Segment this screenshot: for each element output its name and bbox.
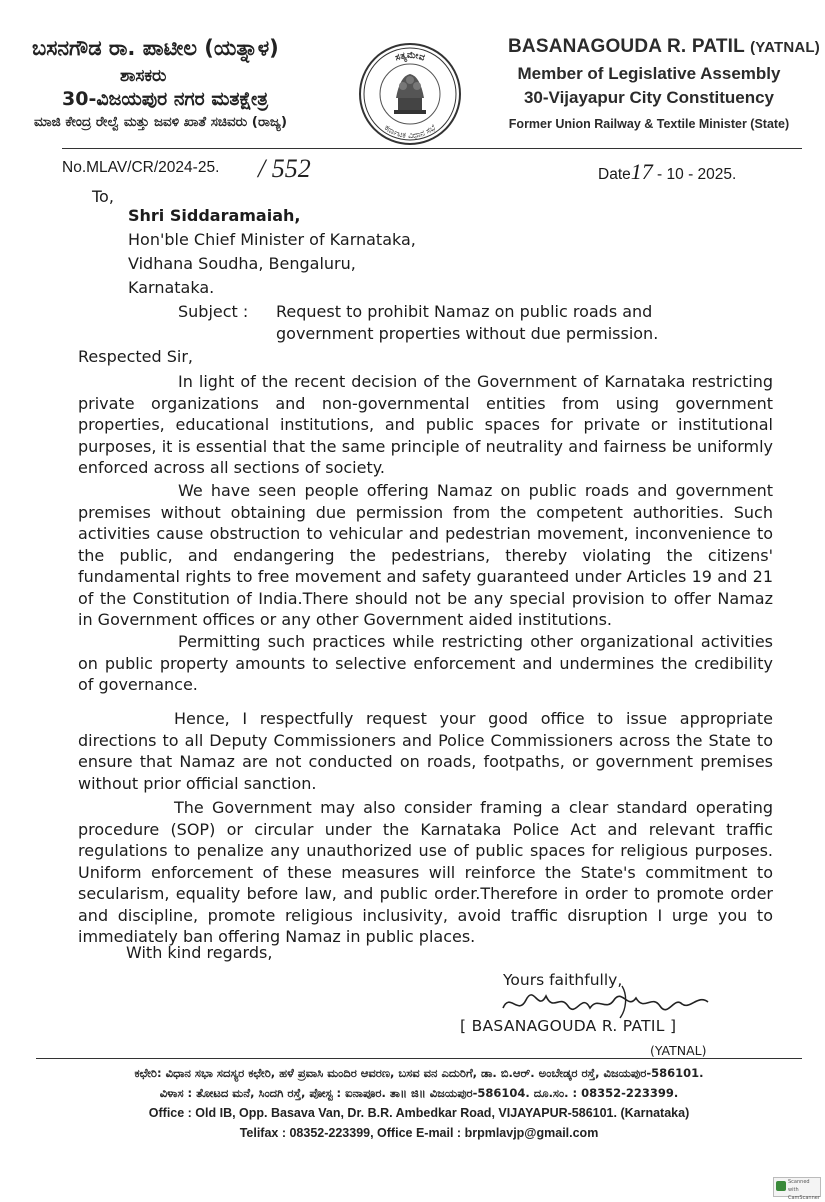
body-paragraph-4 (78, 708, 773, 794)
paragraph-5-text: The Government may also consider framing a clear standard operating procedure (SOP) or circular under the Karnataka Police Act and relevant traffic regulations to penalize any unauthorized use of public spaces for religious purposes. Uniform enforcement of these measures will reinforce the State's commitment to secularism, equality before law, and public order.Therefore in order to promote order and discipline, promote religious inclusivity, avoid traffic disruption I urge you to immediately ban offering Namaz in public places. (78, 798, 773, 946)
svg-text:ಕರ್ನಾಟಕ ವಿಧಾನ ಸಭೆ (383, 122, 438, 140)
camscanner-logo-icon (776, 1181, 786, 1191)
seal-text-top: ಸತ್ಯಮೇವ (394, 50, 426, 64)
scanner-line-1: Scanned with (788, 1179, 810, 1193)
footer-office-english: Office : Old IB, Opp. Basava Van, Dr. B.R. Ambedkar Road, VIJAYAPUR-586101. (Karnataka) (148, 1106, 690, 1120)
salutation: Respected Sir, (78, 347, 193, 366)
paragraph-2-text: We have seen people offering Namaz on public roads and government premises without obtaining due permission from the competent authorities. Such activities cause obstruction to vehicular and pedestrian movement, inconvenience to the public, and endangering the pedestrians, thereby violating the citizens' fundamental rights to free movement and safety guaranteed under Articles 19 and 21 of the Constitution of India.There should not be any special provision to offer Namaz in Government offices or any other Government aided institutions. (78, 481, 773, 629)
closing-regards: With kind regards, (126, 943, 273, 962)
body-paragraph-5 (78, 797, 773, 948)
paragraph-1-text: In light of the recent decision of the Government of Karnataka restricting private organizations and non-governmental entities from using government properties, educational institutions, and public spaces for private or institutional purposes, it is essential that the same principle of neutrality and fairness be uniformly enforced across all sections of society. (78, 372, 773, 477)
paragraph-4-text: Hence, I respectfully request your good office to issue appropriate directions to all Deputy Commissioners and Police Commissioners across the State to ensure that Namaz are not conducted on roads, footpaths, or government premises without prior official sanction. (78, 709, 773, 793)
footer-address-kannada: ವಿಳಾಸ : ತೋಟದ ಮನೆ, ಸಿಂದಗಿ ರಸ್ತೆ, ಪೋಸ್ಟ : ಐನಾಪೂರ. ತಾ॥ ಜಿ॥ ವಿಜಯಪುರ-586104. ದೂ.ಸಂ. : 08352-223399. (159, 1086, 679, 1100)
footer-divider (36, 1058, 802, 1059)
signatory-name: [ BASANAGOUDA R. PATIL ] (460, 1017, 677, 1035)
to-line: To, (92, 187, 114, 206)
english-name-suffix: (YATNAL) (750, 39, 820, 56)
reference-handwritten-number: / 552 (258, 154, 311, 183)
date-rest: - 10 - 2025. (652, 166, 737, 183)
kannada-constituency: 30-ವಿಜಯಪುರ ನಗರ ಮತಕ್ಷೇತ್ರ (62, 88, 269, 110)
kannada-role: ಶಾಸಕರು (120, 66, 167, 86)
english-name (508, 36, 820, 58)
seal-text-bottom: ಕರ್ನಾಟಕ ವಿಧಾನ ಸಭೆ (382, 122, 438, 141)
subject-label: Subject : (178, 302, 249, 321)
kannada-name: ಬಸನಗೌಡ ರಾ. ಪಾಟೀಲ (ಯತ್ನಾಳ) (32, 36, 279, 60)
english-role: Member of Legislative Assembly (517, 64, 781, 83)
svg-text:ಸತ್ಯಮೇವ (394, 50, 426, 64)
english-constituency: 30-Vijayapur City Constituency (523, 88, 775, 107)
recipient-address: Vidhana Soudha, Bengaluru, (128, 254, 356, 273)
date-handwritten-day: 17 (630, 159, 653, 184)
footer-contact: Telifax : 08352-223399, Office E-mail : brpmlavjp@gmail.com (239, 1126, 599, 1140)
letterhead-divider (62, 148, 802, 149)
yours-faithfully: Yours faithfully, (503, 971, 623, 989)
letter-date (598, 159, 736, 185)
reference-number: No.MLAV/CR/2024-25. (62, 159, 220, 176)
handwritten-signature (498, 982, 723, 1020)
paragraph-3-text: Permitting such practices while restricting other organizational activities on public property amounts to selective enforcement and undermines the credibility of governance. (78, 632, 773, 694)
date-label: Date (598, 166, 631, 183)
recipient-state: Karnataka. (128, 278, 215, 297)
body-paragraph-2 (78, 480, 773, 631)
scanner-line-2: CamScanner (788, 1195, 820, 1201)
kannada-former-minister: ಮಾಜಿ ಕೇಂದ್ರ ರೇಲ್ವೆ ಮತ್ತು ಜವಳಿ ಖಾತೆ ಸಚಿವರು (ರಾಜ್ಯ) (34, 114, 287, 130)
footer-office-kannada: ಕಛೇರಿ: ವಿಧಾನ ಸಭಾ ಸದಸ್ಯರ ಕಛೇರಿ, ಹಳೆ ಪ್ರವಾಸಿ ಮಂದಿರ ಆವರಣ, ಬಸವ ವನ ಎದುರಿಗೆ, ಡಾ. ಬಿ.ಆರ್. ಅಂಬೇಡ್ಕರ ರಸ್ತೆ, ವಿಜಯಪುರ-586101. (134, 1066, 704, 1080)
body-paragraph-1 (78, 371, 773, 479)
body-paragraph-3 (78, 631, 773, 696)
camscanner-badge (773, 1177, 821, 1201)
recipient-title: Hon'ble Chief Minister of Karnataka, (128, 230, 416, 249)
subject-text: Request to prohibit Namaz on public roads and government properties without due permission. (276, 302, 659, 343)
english-former-minister: Former Union Railway & Textile Minister (State) (508, 117, 790, 131)
recipient-name: Shri Siddaramaiah, (128, 206, 301, 225)
assembly-seal-icon (356, 40, 464, 148)
signatory-suffix: (YATNAL) (650, 1043, 707, 1058)
english-name-main: BASANAGOUDA R. PATIL (508, 36, 745, 57)
